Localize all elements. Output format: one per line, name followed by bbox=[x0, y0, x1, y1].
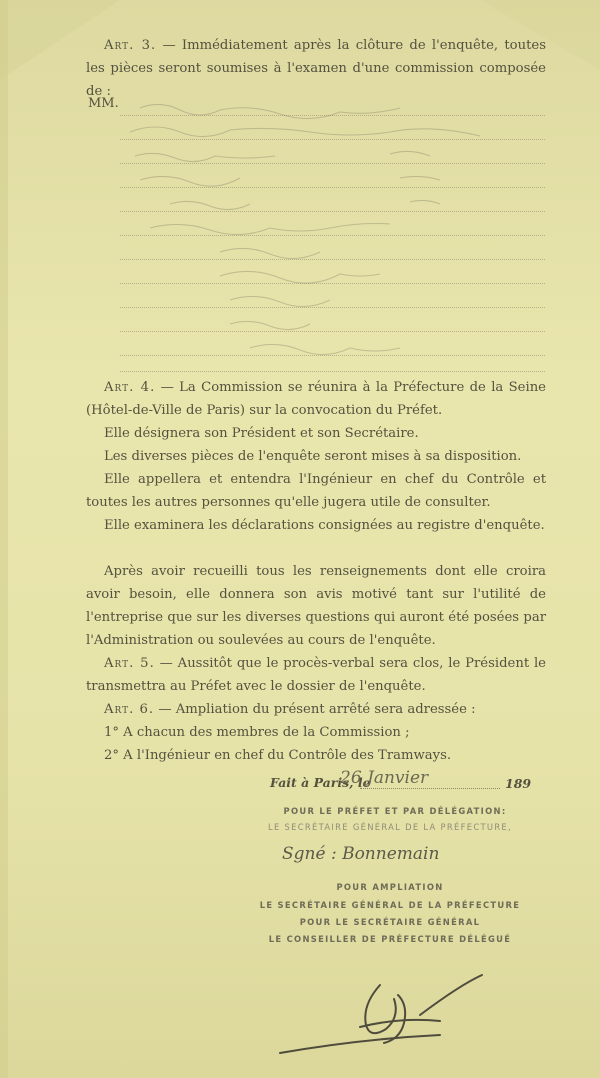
article-4-paragraph-1 bbox=[86, 376, 546, 422]
article-4-paragraph-4: Elle appellera et entendra l'Ingénieur en chef du Contrôle et toutes les autres personnes qu'elle jugera utile de consulter. bbox=[86, 472, 546, 510]
article-4-paragraph-3: Les diverses pièces de l'enquête seront mises à sa disposition. bbox=[104, 449, 522, 464]
handwritten-member-names bbox=[130, 96, 540, 366]
article-4-label: Art. 4. bbox=[104, 380, 156, 395]
article-5-paragraph bbox=[86, 652, 546, 698]
secretary-general-stamp: LE SECRÉTAIRE GÉNÉRAL DE LA PRÉFECTURE, bbox=[268, 822, 512, 832]
article-6-item-1: 1° A chacun des membres de la Commission ; bbox=[104, 725, 410, 740]
ampliation-stamp-line-4: LE CONSEILLER DE PRÉFECTURE DÉLÉGUÉ bbox=[268, 934, 512, 944]
signed-bonnemain: Sgné : Bonnemain bbox=[282, 844, 440, 864]
article-6-text: — Ampliation du présent arrêté sera adressée : bbox=[154, 702, 476, 717]
year-label: 189 bbox=[505, 776, 532, 791]
article-6-paragraph bbox=[86, 698, 546, 721]
article-5-label: Art. 5. bbox=[104, 656, 155, 671]
date-dotted-line bbox=[360, 788, 500, 789]
fait-a-paris-label: Fait à Paris, le bbox=[270, 775, 371, 790]
article-4-paragraph-6: Après avoir recueilli tous les renseignements dont elle croira avoir besoin, elle donnera son avis motivé tant sur l'utilité de l'entreprise que sur les diverses questions qui auront été posées par l'Administration ou soulevées au cours de l'enquête. bbox=[86, 564, 546, 648]
article-4-paragraph-5: Elle examinera les déclarations consignées au registre d'enquête. bbox=[104, 518, 545, 533]
article-6-label: Art. 6. bbox=[104, 702, 155, 717]
ampliation-stamp-line-3: POUR LE SECRÉTAIRE GÉNÉRAL bbox=[299, 917, 481, 927]
members-prefix: MM. bbox=[88, 96, 119, 111]
ampliation-stamp-line-2: LE SECRÉTAIRE GÉNÉRAL DE LA PRÉFECTURE bbox=[259, 900, 521, 910]
handwritten-signature bbox=[270, 965, 500, 1060]
article-6-item-2: 2° A l'Ingénieur en chef du Contrôle des Tramways. bbox=[104, 748, 452, 763]
article-4-text-1: — La Commission se réunira à la Préfecture de la Seine (Hôtel-de-Ville de Paris) sur la convocation du Préfet. bbox=[86, 380, 546, 418]
article-5-text: — Aussitôt que le procès-verbal sera clos, le Président le transmettra au Préfet avec le dossier de l'enquête. bbox=[86, 656, 546, 694]
article-4-paragraph-2: Elle désignera son Président et son Secrétaire. bbox=[104, 426, 419, 441]
article-3-label: Art. 3. bbox=[104, 38, 157, 53]
article-3-text: — Immédiatement après la clôture de l'enquête, toutes les pièces seront soumises à l'examen d'une commission composée de : bbox=[86, 38, 546, 99]
article-3-paragraph bbox=[86, 34, 546, 103]
handwritten-date: 26 Janvier bbox=[340, 768, 429, 788]
ampliation-stamp-line-1: POUR AMPLIATION bbox=[336, 882, 444, 892]
prefect-delegation-stamp: POUR LE PRÉFET ET PAR DÉLÉGATION: bbox=[283, 806, 507, 816]
